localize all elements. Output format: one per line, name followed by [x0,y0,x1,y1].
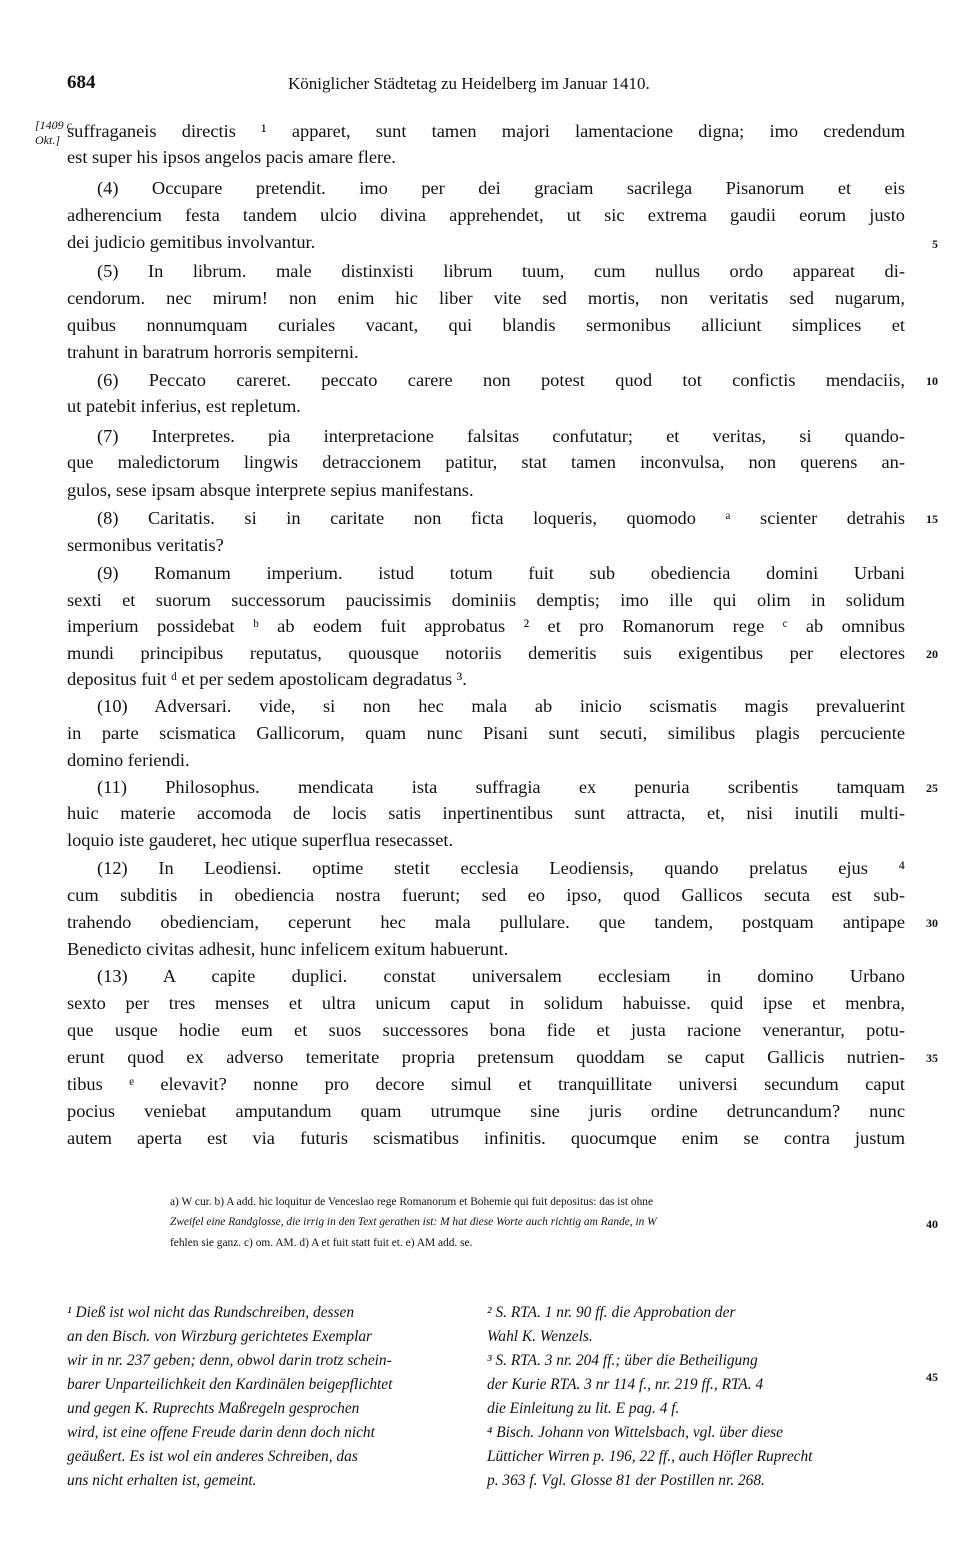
text-line: ut patebit inferius, est repletum. [67,396,301,416]
line-number: 40 [926,1217,938,1231]
text-line: cum subditis in obediencia nostra fuerunt; sed eo ipso, quod Gallicos secuta est sub- [67,885,905,905]
critical-note: a) W cur. b) A add. hic loquitur de Venceslao rege Romanorum et Bohemie qui fuit depositus: das ist ohne [170,1196,654,1208]
page-number: 684 [67,72,96,93]
text-line: tibus ᵉ elevavit? nonne pro decore simul et tranquillitate universi secundum caput [67,1074,905,1094]
text-line: est super his ipsos angelos pacis amare flere. [67,147,396,167]
text-line: loquio iste gauderet, hec utique superflua resecasset. [67,830,454,850]
text-line: depositus fuit ᵈ et per sedem apostolicam degradatus ³. [67,669,467,689]
footnote-line: an den Bisch. von Wirzburg gerichtetes Exemplar [67,1328,373,1345]
critical-note: fehlen sie ganz. c) om. AM. d) A et fuit statt fuit et. e) AM add. se. [170,1237,473,1249]
text-line: pocius veniebat amputandum quam utrumque sine juris ordine detruncandum? nunc [67,1101,905,1121]
line-number: 35 [926,1051,938,1065]
footnote-line: barer Unparteilichkeit den Kardinälen beigepflichtet [67,1376,393,1393]
text-line: suffraganeis directis ¹ apparet, sunt tamen majori lamentacione digna; imo credendum [67,121,905,141]
text-line: (10) Adversari. vide, si non hec mala ab inicio scismatis magis prevaluerint [97,696,905,716]
text-line: huic materie accomoda de locis satis inpertinentibus sunt attracta, et, nisi inutili multi- [67,803,905,823]
footnote-line: Lütticher Wirren p. 196, 22 ff., auch Höfler Ruprecht [487,1448,813,1465]
text-line: (4) Occupare pretendit. imo per dei graciam sacrilega Pisanorum et eis [97,178,905,198]
footnote-line: die Einleitung zu lit. E pag. 4 f. [487,1400,680,1417]
margin-date: [1409 c. Okt.] [35,118,75,147]
text-line: quibus nonnumquam curiales vacant, qui blandis sermonibus alliciunt simplices et [67,315,905,335]
text-line: adherencium festa tandem ulcio divina apprehendet, ut sic extrema gaudii eorum justo [67,205,905,225]
text-line: (12) In Leodiensi. optime stetit ecclesia Leodiensis, quando prelatus ejus ⁴ [97,858,905,878]
critical-note: Zweifel eine Randglosse, die irrig in den Text gerathen ist: M hat diese Worte auch richtig am Rande, in W [170,1216,657,1228]
footnote-line: p. 363 f. Vgl. Glosse 81 der Postillen nr. 268. [487,1472,765,1489]
line-number: 30 [926,916,938,930]
footnote-line: wird, ist eine offene Freude darin denn doch nicht [67,1424,375,1441]
text-line: imperium possidebat ᵇ ab eodem fuit approbatus ² et pro Romanorum rege ᶜ ab omnibus [67,616,905,636]
footnote-line: geäußert. Es ist wol ein anderes Schreiben, das [67,1448,358,1465]
text-line: Benedicto civitas adhesit, hunc infelicem exitum habuerunt. [67,939,509,959]
text-line: (7) Interpretes. pia interpretacione falsitas confutatur; et veritas, si quando- [97,426,905,446]
text-line: sexto per tres menses et ultra unicum caput in solidum habuisse. quid ipse et menbra, [67,993,905,1013]
line-number: 10 [926,374,938,388]
text-line: (11) Philosophus. mendicata ista suffragia ex penuria scribentis tamquam [97,777,905,797]
text-line: autem aperta est via futuris scismatibus infinitis. quocumque enim se contra justum [67,1128,905,1148]
text-line: (6) Peccato careret. peccato carere non potest quod tot confictis mendaciis, [97,370,905,390]
footnote-line: ³ S. RTA. 3 nr. 204 ff.; über die Betheiligung [487,1352,758,1369]
text-line: (9) Romanum imperium. istud totum fuit sub obediencia domini Urbani [97,563,905,583]
text-line: sexti et suorum successorum paucissimis dominiis demptis; imo ille qui olim in solidum [67,590,905,610]
line-number: 25 [926,781,938,795]
line-number: 45 [926,1370,938,1384]
line-number: 15 [926,512,938,526]
text-line: sermonibus veritatis? [67,535,224,555]
text-line: (8) Caritatis. si in caritate non ficta loqueris, quomodo ᵃ scienter detrahis [97,508,905,528]
text-line: trahunt in baratrum horroris sempiterni. [67,342,359,362]
line-number: 5 [932,237,938,251]
footnote-line: ² S. RTA. 1 nr. 90 ff. die Approbation der [487,1304,736,1321]
text-line: que maledictorum lingwis detraccionem patitur, stat tamen inconvulsa, non querens an- [67,452,905,472]
text-line: dei judicio gemitibus involvantur. [67,232,316,252]
text-line: mundi principibus reputatus, quousque notoriis demeritis suis exigentibus per electores [67,643,905,663]
footnote-line: uns nicht erhalten ist, gemeint. [67,1472,257,1489]
running-title: Königlicher Städtetag zu Heidelberg im Januar 1410. [288,74,650,93]
text-line: (5) In librum. male distinxisti librum tuum, cum nullus ordo appareat di- [97,261,905,281]
footnote-line: ⁴ Bisch. Johann von Wittelsbach, vgl. über diese [487,1424,783,1441]
text-line: que usque hodie eum et suos successores bona fide et justa racione venerantur, potu- [67,1020,905,1040]
text-line: erunt quod ex adverso temeritate propria pretensum quoddam se caput Gallicis nutrien- [67,1047,905,1067]
footnote-line: wir in nr. 237 geben; denn, obwol darin trotz schein- [67,1352,392,1369]
text-line: trahendo obedienciam, ceperunt hec mala pullulare. que tandem, postquam antipape [67,912,905,932]
text-line: cendorum. nec mirum! non enim hic liber vite sed mortis, non veritatis sed nugarum, [67,288,905,308]
footnote-line: und gegen K. Ruprechts Maßregeln gesprochen [67,1400,360,1417]
text-line: in parte scismatica Gallicorum, quam nunc Pisani sunt secuti, similibus plagis percuciente [67,723,905,743]
text-line: (13) A capite duplici. constat universalem ecclesiam in domino Urbano [97,966,905,986]
line-number: 20 [926,647,938,661]
text-line: gulos, sese ipsam absque interprete sepius manifestans. [67,480,474,500]
text-line: domino feriendi. [67,750,190,770]
footnote-line: ¹ Dieß ist wol nicht das Rundschreiben, dessen [67,1304,355,1321]
footnote-line: Wahl K. Wenzels. [487,1328,593,1345]
footnote-line: der Kurie RTA. 3 nr 114 f., nr. 219 ff., RTA. 4 [487,1376,764,1393]
